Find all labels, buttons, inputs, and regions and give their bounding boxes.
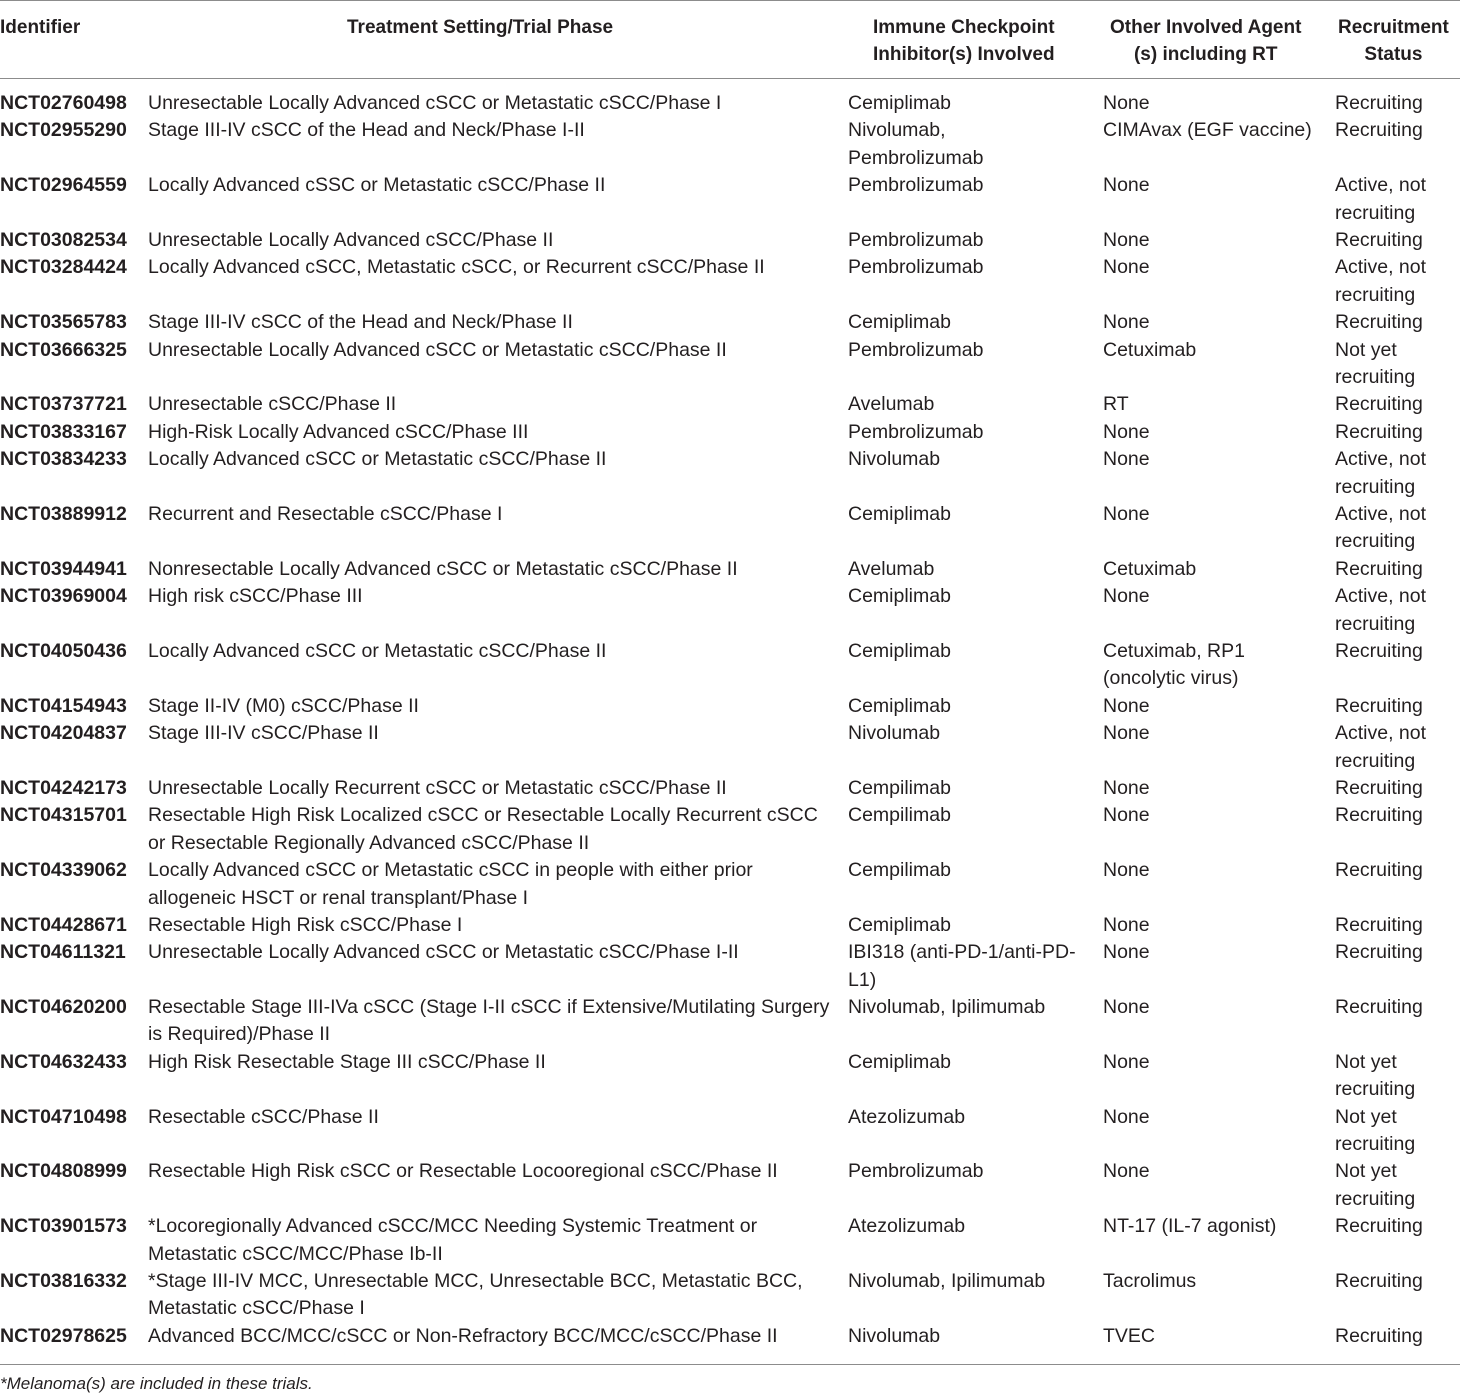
cell-treatment-setting: Stage II-IV (M0) cSCC/Phase II: [148, 694, 419, 717]
cell-immune-checkpoint-inhibitor: Pembrolizumab: [848, 420, 984, 443]
cell-treatment-setting: Locally Advanced cSSC or Metastatic cSCC/Phase II: [148, 174, 606, 197]
cell-immune-checkpoint-inhibitor: Pembrolizumab: [848, 338, 984, 361]
cell-treatment-setting: Locally Advanced cSCC or Metastatic cSCC/Phase II: [148, 639, 607, 662]
cell-treatment-setting: Unresectable Locally Advanced cSCC or Metastatic cSCC/Phase II: [148, 338, 727, 361]
cell-treatment-setting: Recurrent and Resectable cSCC/Phase I: [148, 502, 503, 525]
cell-other-agent: Cetuximab, RP1 (oncolytic virus): [1103, 639, 1245, 690]
cell-immune-checkpoint-inhibitor: Atezolizumab: [848, 1215, 966, 1238]
cell-other-agent: None: [1103, 174, 1150, 197]
table-row: [0, 391, 1460, 418]
cell-recruitment-status: Recruiting: [1335, 119, 1423, 142]
table-row: [0, 90, 1460, 117]
cell-immune-checkpoint-inhibitor: Atezolizumab: [848, 1105, 966, 1128]
cell-recruitment-status: Active, not recruiting: [1335, 502, 1427, 553]
cell-identifier: NCT04611321: [0, 941, 126, 964]
cell-immune-checkpoint-inhibitor: Nivolumab, Pembrolizumab: [848, 119, 984, 169]
cell-immune-checkpoint-inhibitor: Cemiplimab: [848, 92, 951, 114]
cell-other-agent: None: [1103, 804, 1150, 827]
cell-other-agent: None: [1103, 311, 1150, 334]
cell-immune-checkpoint-inhibitor: Cempilimab: [848, 804, 951, 827]
table-row: [0, 1323, 1460, 1350]
cell-other-agent: None: [1103, 776, 1150, 799]
cell-immune-checkpoint-inhibitor: Nivolumab: [848, 1324, 941, 1347]
cell-identifier: NCT03737721: [0, 393, 127, 416]
table-row: [0, 1049, 1460, 1104]
cell-immune-checkpoint-inhibitor: Cemiplimab: [848, 585, 951, 608]
cell-identifier: NCT04428671: [0, 913, 127, 936]
cell-treatment-setting: Locally Advanced cSCC or Metastatic cSCC/Phase II: [148, 448, 607, 471]
table-body: [0, 90, 1460, 1350]
cell-recruitment-status: Active, not recruiting: [1335, 256, 1427, 306]
cell-recruitment-status: Not yet recruiting: [1335, 338, 1416, 388]
cell-other-agent: None: [1103, 502, 1150, 525]
cell-treatment-setting: Resectable High Risk cSCC or Resectable Locooregional cSCC/Phase II: [148, 1160, 778, 1183]
header-identifier: Identifier: [0, 17, 81, 38]
table-row: [0, 693, 1460, 720]
cell-recruitment-status: Active, not recruiting: [1335, 585, 1427, 635]
table-header: [0, 0, 1460, 79]
table-row: [0, 419, 1460, 446]
cell-immune-checkpoint-inhibitor: IBI318 (anti-PD-1/anti-PD- L1): [848, 941, 1076, 991]
cell-treatment-setting: Locally Advanced cSCC or Metastatic cSCC in people with either prior allogeneic HSCT or renal transplant/Phase I: [148, 859, 753, 909]
cell-other-agent: None: [1103, 420, 1150, 443]
cell-treatment-setting: *Locoregionally Advanced cSCC/MCC Needing Systemic Treatment or Metastatic cSCC/MCC/Phase Ib-II: [148, 1215, 758, 1265]
cell-identifier: NCT04339062: [0, 859, 127, 882]
cell-identifier: NCT03666325: [0, 338, 127, 361]
cell-identifier: NCT04620200: [0, 996, 127, 1019]
cell-treatment-setting: Nonresectable Locally Advanced cSCC or Metastatic cSCC/Phase II: [148, 557, 738, 580]
header-immune-checkpoint-inhibitors: Immune Checkpoint Inhibitor(s) Involved: [873, 17, 1055, 65]
cell-other-agent: None: [1103, 256, 1150, 279]
cell-immune-checkpoint-inhibitor: Avelumab: [848, 393, 935, 416]
cell-treatment-setting: Unresectable Locally Advanced cSCC/Phase II: [148, 228, 554, 251]
cell-treatment-setting: Unresectable Locally Advanced cSCC or Metastatic cSCC/Phase I-II: [148, 941, 739, 964]
cell-identifier: NCT02955290: [0, 119, 127, 142]
cell-identifier: NCT03082534: [0, 228, 127, 251]
cell-recruitment-status: Active, not recruiting: [1335, 722, 1427, 772]
header-other-agents: Other Involved Agent (s) including RT: [1110, 17, 1302, 65]
cell-immune-checkpoint-inhibitor: Cemiplimab: [848, 639, 951, 662]
cell-identifier: NCT04315701: [0, 804, 127, 827]
cell-recruitment-status: Recruiting: [1335, 92, 1423, 114]
cell-other-agent: None: [1103, 1050, 1150, 1073]
cell-identifier: NCT03816332: [0, 1270, 127, 1293]
cell-treatment-setting: Resectable High Risk cSCC/Phase I: [148, 913, 463, 936]
cell-identifier: NCT02964559: [0, 174, 127, 197]
cell-identifier: NCT04710498: [0, 1105, 127, 1128]
cell-other-agent: None: [1103, 996, 1150, 1019]
table-row: [0, 446, 1460, 501]
table-row: [0, 1104, 1460, 1159]
cell-recruitment-status: Not yet recruiting: [1335, 1050, 1416, 1101]
cell-treatment-setting: Locally Advanced cSCC, Metastatic cSCC, or Recurrent cSCC/Phase II: [148, 256, 765, 279]
cell-recruitment-status: Recruiting: [1335, 393, 1423, 416]
cell-recruitment-status: Recruiting: [1335, 420, 1423, 443]
cell-identifier: NCT03565783: [0, 311, 127, 334]
cell-recruitment-status: Recruiting: [1335, 557, 1423, 580]
cell-recruitment-status: Recruiting: [1335, 311, 1423, 334]
cell-recruitment-status: Active, not recruiting: [1335, 174, 1427, 224]
cell-treatment-setting: Stage III-IV cSCC of the Head and Neck/Phase I-II: [148, 119, 585, 142]
table-row: [0, 720, 1460, 775]
cell-immune-checkpoint-inhibitor: Nivolumab: [848, 722, 941, 745]
cell-identifier: NCT03834233: [0, 448, 127, 471]
table-row: [0, 1268, 1460, 1323]
cell-treatment-setting: Unresectable Locally Advanced cSCC or Metastatic cSCC/Phase I: [148, 92, 722, 114]
cell-other-agent: None: [1103, 859, 1150, 882]
cell-recruitment-status: Not yet recruiting: [1335, 1160, 1416, 1210]
cell-other-agent: None: [1103, 92, 1150, 114]
table-row: [0, 857, 1460, 912]
cell-other-agent: None: [1103, 228, 1150, 251]
cell-immune-checkpoint-inhibitor: Cemiplimab: [848, 311, 951, 334]
table-row: [0, 337, 1460, 392]
cell-treatment-setting: Stage III-IV cSCC of the Head and Neck/Phase II: [148, 311, 573, 334]
cell-treatment-setting: Stage III-IV cSCC/Phase II: [148, 722, 379, 745]
cell-identifier: NCT02760498: [0, 92, 127, 114]
cell-immune-checkpoint-inhibitor: Cempilimab: [848, 859, 951, 882]
cell-immune-checkpoint-inhibitor: Cemiplimab: [848, 502, 951, 525]
cell-other-agent: NT-17 (IL-7 agonist): [1103, 1215, 1277, 1238]
cell-recruitment-status: Recruiting: [1335, 804, 1423, 827]
cell-treatment-setting: High risk cSCC/Phase III: [148, 585, 363, 608]
cell-treatment-setting: High-Risk Locally Advanced cSCC/Phase III: [148, 420, 529, 443]
cell-other-agent: None: [1103, 694, 1150, 717]
table-row: [0, 1213, 1460, 1268]
cell-identifier: NCT03944941: [0, 557, 127, 580]
table-row: [0, 227, 1460, 254]
table-row: [0, 583, 1460, 638]
cell-recruitment-status: Recruiting: [1335, 996, 1423, 1019]
cell-treatment-setting: Resectable High Risk Localized cSCC or Resectable Locally Recurrent cSCC or Resectable Regionally Advanced cSCC/Phase II: [148, 804, 818, 854]
table-bottom-rule: [0, 1364, 1460, 1365]
cell-identifier: NCT03284424: [0, 256, 127, 279]
cell-identifier: NCT04632433: [0, 1050, 127, 1073]
table-footnote: *Melanoma(s) are included in these trials.: [0, 1374, 313, 1393]
cell-identifier: NCT03889912: [0, 502, 127, 525]
cell-other-agent: Cetuximab: [1103, 338, 1197, 361]
table-row: [0, 638, 1460, 693]
cell-immune-checkpoint-inhibitor: Cempilimab: [848, 776, 951, 799]
cell-other-agent: None: [1103, 1160, 1150, 1183]
cell-other-agent: None: [1103, 722, 1150, 745]
cell-immune-checkpoint-inhibitor: Cemiplimab: [848, 1050, 951, 1073]
cell-recruitment-status: Recruiting: [1335, 228, 1423, 251]
cell-treatment-setting: *Stage III-IV MCC, Unresectable MCC, Unresectable BCC, Metastatic BCC, Metastatic cSCC/Phase I: [148, 1270, 803, 1320]
cell-identifier: NCT03969004: [0, 585, 127, 608]
table-row: [0, 802, 1460, 857]
cell-recruitment-status: Recruiting: [1335, 941, 1423, 964]
table-row: [0, 117, 1460, 172]
cell-immune-checkpoint-inhibitor: Pembrolizumab: [848, 174, 984, 197]
cell-recruitment-status: Recruiting: [1335, 1270, 1423, 1293]
cell-recruitment-status: Recruiting: [1335, 776, 1423, 799]
cell-immune-checkpoint-inhibitor: Nivolumab: [848, 448, 941, 471]
cell-other-agent: None: [1103, 1105, 1150, 1128]
cell-other-agent: CIMAvax (EGF vaccine): [1103, 119, 1312, 142]
cell-recruitment-status: Active, not recruiting: [1335, 448, 1427, 498]
cell-other-agent: None: [1103, 913, 1150, 936]
table-row: [0, 254, 1460, 309]
cell-immune-checkpoint-inhibitor: Pembrolizumab: [848, 228, 984, 251]
cell-identifier: NCT02978625: [0, 1324, 127, 1347]
cell-other-agent: None: [1103, 585, 1150, 608]
table-row: [0, 912, 1460, 939]
table-row: [0, 556, 1460, 583]
cell-identifier: NCT03901573: [0, 1215, 127, 1238]
cell-identifier: NCT04808999: [0, 1160, 127, 1183]
cell-recruitment-status: Recruiting: [1335, 1324, 1423, 1347]
table-row: [0, 172, 1460, 227]
cell-recruitment-status: Recruiting: [1335, 1215, 1423, 1238]
table-row: [0, 775, 1460, 802]
cell-immune-checkpoint-inhibitor: Pembrolizumab: [848, 1160, 984, 1183]
cell-identifier: NCT04242173: [0, 776, 127, 799]
cell-identifier: NCT03833167: [0, 420, 127, 443]
cell-other-agent: RT: [1103, 393, 1129, 416]
cell-identifier: NCT04050436: [0, 639, 127, 662]
cell-recruitment-status: Recruiting: [1335, 694, 1423, 717]
cell-treatment-setting: High Risk Resectable Stage III cSCC/Phase II: [148, 1050, 546, 1073]
cell-immune-checkpoint-inhibitor: Nivolumab, Ipilimumab: [848, 996, 1046, 1019]
cell-identifier: NCT04154943: [0, 694, 127, 717]
cell-immune-checkpoint-inhibitor: Avelumab: [848, 557, 935, 580]
cell-recruitment-status: Recruiting: [1335, 639, 1423, 662]
table-row: [0, 939, 1460, 994]
table-row: [0, 309, 1460, 336]
cell-immune-checkpoint-inhibitor: Pembrolizumab: [848, 256, 984, 279]
cell-other-agent: None: [1103, 448, 1150, 471]
table-row: [0, 1158, 1460, 1213]
cell-identifier: NCT04204837: [0, 722, 127, 745]
cell-treatment-setting: Unresectable Locally Recurrent cSCC or Metastatic cSCC/Phase II: [148, 776, 727, 799]
cell-treatment-setting: Unresectable cSCC/Phase II: [148, 393, 397, 416]
cell-immune-checkpoint-inhibitor: Cemiplimab: [848, 913, 951, 936]
cell-other-agent: None: [1103, 941, 1150, 964]
table-row: [0, 501, 1460, 556]
header-treatment-setting: Treatment Setting/Trial Phase: [347, 17, 614, 38]
cell-treatment-setting: Advanced BCC/MCC/cSCC or Non-Refractory BCC/MCC/cSCC/Phase II: [148, 1324, 778, 1347]
cell-treatment-setting: Resectable Stage III-IVa cSCC (Stage I-II cSCC if Extensive/Mutilating Surgery is Required)/Phase II: [148, 996, 830, 1046]
cell-recruitment-status: Not yet recruiting: [1335, 1105, 1416, 1156]
cell-treatment-setting: Resectable cSCC/Phase II: [148, 1105, 379, 1128]
cell-immune-checkpoint-inhibitor: Nivolumab, Ipilimumab: [848, 1270, 1046, 1293]
header-recruitment-status: Recruitment Status: [1338, 17, 1449, 65]
table-row: [0, 994, 1460, 1049]
cell-other-agent: TVEC: [1103, 1324, 1156, 1347]
cell-recruitment-status: Recruiting: [1335, 859, 1423, 882]
cell-other-agent: Tacrolimus: [1103, 1270, 1197, 1293]
cell-other-agent: Cetuximab: [1103, 557, 1197, 580]
cell-immune-checkpoint-inhibitor: Cemiplimab: [848, 694, 951, 717]
cell-recruitment-status: Recruiting: [1335, 913, 1423, 936]
